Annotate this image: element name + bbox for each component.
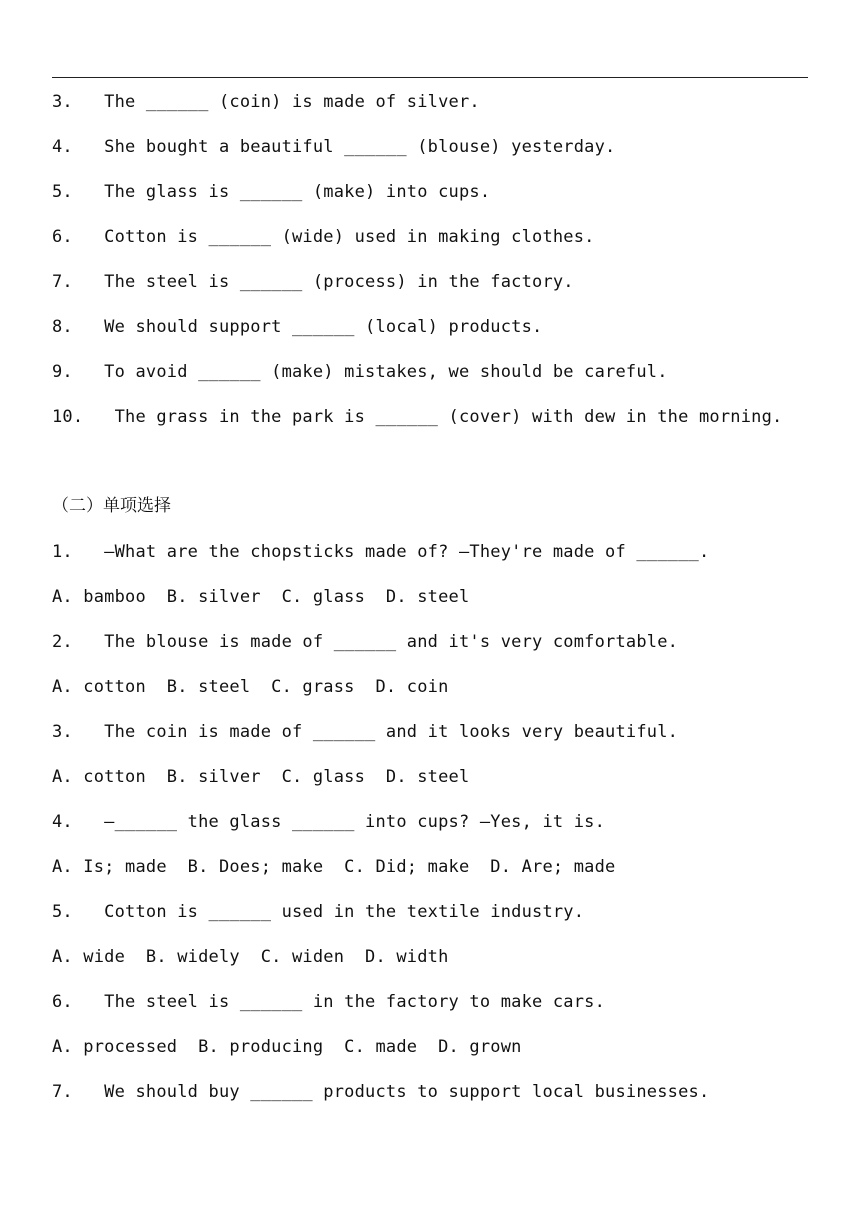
choice-options-5: A. wide B. widely C. widen D. width — [52, 947, 449, 967]
choice-question-2: 2. The blouse is made of ______ and it's very comfortable. — [52, 632, 679, 652]
choice-question-6: 6. The steel is ______ in the factory to make cars. — [52, 992, 606, 1012]
choice-question-3: 3. The coin is made of ______ and it looks very beautiful. — [52, 722, 679, 742]
fill-in-question-10: 10. The grass in the park is ______ (cover) with dew in the morning. — [52, 407, 783, 427]
choice-options-2: A. cotton B. steel C. grass D. coin — [52, 677, 449, 697]
fill-in-question-3: 3. The ______ (coin) is made of silver. — [52, 92, 480, 112]
choice-question-7: 7. We should buy ______ products to support local businesses. — [52, 1082, 710, 1102]
choice-question-1: 1. —What are the chopsticks made of? —They're made of ______. — [52, 542, 710, 562]
choice-options-3: A. cotton B. silver C. glass D. steel — [52, 767, 470, 787]
choice-options-1: A. bamboo B. silver C. glass D. steel — [52, 587, 470, 607]
fill-in-question-9: 9. To avoid ______ (make) mistakes, we should be careful. — [52, 362, 668, 382]
fill-in-question-8: 8. We should support ______ (local) products. — [52, 317, 543, 337]
choice-question-5: 5. Cotton is ______ used in the textile industry. — [52, 902, 585, 922]
fill-in-question-5: 5. The glass is ______ (make) into cups. — [52, 182, 491, 202]
top-rule — [52, 77, 808, 78]
choice-options-6: A. processed B. producing C. made D. grown — [52, 1037, 522, 1057]
choice-options-4: A. Is; made B. Does; make C. Did; make D. Are; made — [52, 857, 616, 877]
fill-in-question-6: 6. Cotton is ______ (wide) used in making clothes. — [52, 227, 595, 247]
choice-question-4: 4. —______ the glass ______ into cups? —Yes, it is. — [52, 812, 606, 832]
section-title: （二）单项选择 — [52, 496, 171, 516]
fill-in-question-4: 4. She bought a beautiful ______ (blouse) yesterday. — [52, 137, 616, 157]
fill-in-question-7: 7. The steel is ______ (process) in the factory. — [52, 272, 574, 292]
